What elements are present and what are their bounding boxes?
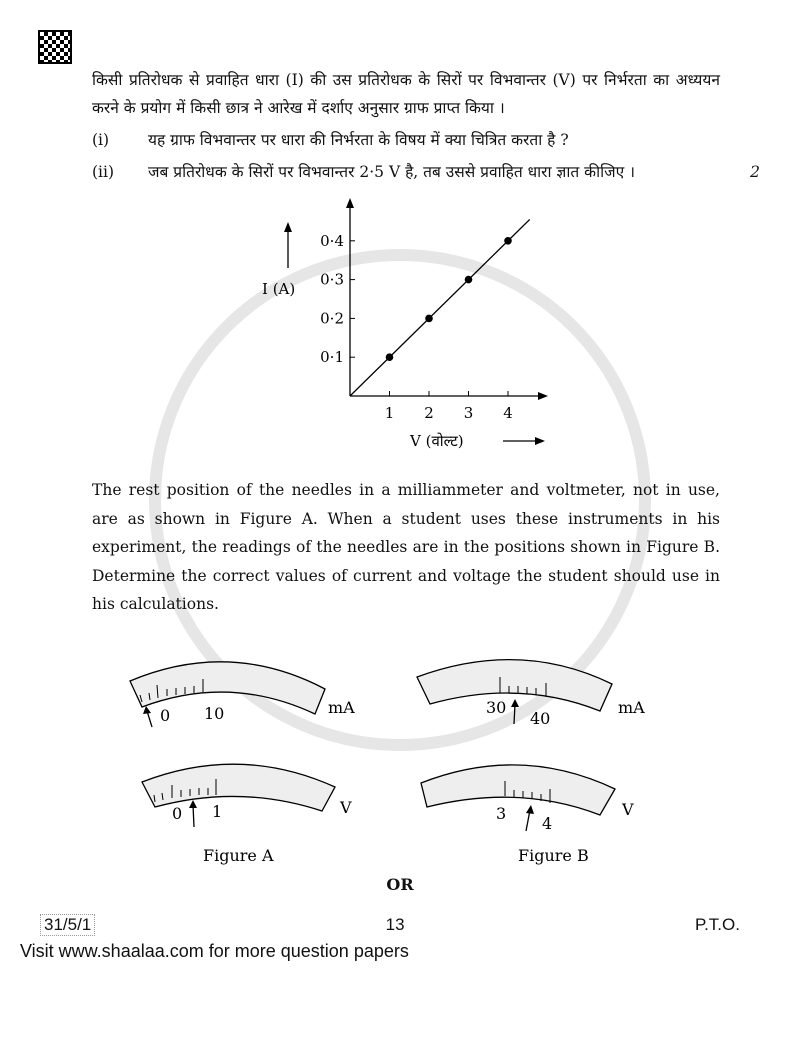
marks: 2 [750, 163, 760, 181]
tick-label: 4 [542, 813, 553, 833]
tick-label: 0 [172, 803, 183, 823]
tick-label: 3 [496, 803, 507, 823]
hindi-line-3: किया । [465, 99, 505, 117]
data-point [504, 237, 512, 245]
y-tick-label: 0·3 [320, 270, 344, 289]
question-i [92, 126, 760, 154]
x-tick-label: 1 [384, 404, 395, 422]
iv-graph [0, 186, 800, 454]
or-separator: OR [386, 874, 414, 894]
x-tick-label: 4 [503, 404, 513, 422]
unit-label: V [340, 797, 352, 817]
q2-label: (ii) [92, 163, 115, 181]
data-point [386, 353, 394, 361]
figure-a-caption: Figure A [203, 845, 274, 865]
visit-link[interactable]: Visit www.shaalaa.com for more question papers [20, 940, 409, 961]
unit-label: mA [328, 697, 355, 717]
question-ii [92, 158, 760, 186]
y-axis-arrow [346, 198, 354, 208]
figure-a-voltmeter [142, 764, 352, 827]
tick-label: 30 [486, 697, 507, 717]
y-tick-label: 0·2 [320, 309, 344, 328]
tick-label: 1 [212, 801, 223, 821]
q1-text: यह ग्राफ विभवान्तर पर धारा की निर्भरता के विषय में क्या चित्रित करता है ? [148, 131, 569, 149]
figure-b-caption: Figure B [518, 845, 589, 865]
meters-block [0, 619, 800, 869]
hindi-line-1: किसी प्रतिरोधक से प्रवाहित धारा (I) की उस प्रतिरोधक के सिरों पर विभवान्तर (V) पर [92, 71, 598, 89]
voltage-arrow-head [535, 437, 545, 445]
page-number: 13 [385, 914, 405, 934]
english-paragraph: The rest position of the needles in a milliammeter and voltmeter, not in use, are as shown in Figure A. When a student uses these instruments in his experiment, the readings of the needles are in the positions shown in Figure B. Determine the correct values of current and voltage the student should use in his calculations. [92, 481, 720, 613]
x-axis-arrow [538, 392, 548, 400]
unit-label: V [622, 799, 634, 819]
hindi-intro [92, 66, 720, 122]
x-label: V (वोल्ट) [410, 432, 464, 450]
pto: P.T.O. [694, 914, 740, 934]
data-point [425, 315, 433, 323]
data-point [465, 276, 473, 284]
x-tick-label: 2 [424, 404, 434, 422]
tick-label: 10 [204, 703, 225, 723]
q2-text-2: कीजिए । [584, 163, 635, 181]
q1-label: (i) [92, 131, 110, 149]
tick-label: 40 [530, 708, 551, 728]
figure-b-milliammeter [417, 659, 645, 727]
paper-code: 31/5/1 [40, 914, 95, 936]
current-arrow-head [284, 222, 292, 232]
tick-label: 0 [160, 705, 171, 725]
y-tick-label: 0·1 [320, 348, 344, 367]
graph-block [0, 186, 800, 454]
meter-figures [0, 619, 800, 869]
q2-text-1: जब प्रतिरोधक के सिरों पर विभवान्तर 2·5 V है, तब उससे प्रवाहित धारा ज्ञात [148, 163, 580, 181]
y-label: I (A) [262, 280, 296, 298]
figure-a-milliammeter [130, 661, 355, 726]
q2-text [148, 158, 720, 186]
data-line [350, 219, 530, 396]
footer [40, 914, 740, 936]
y-tick-label: 0·4 [320, 231, 344, 250]
unit-label: mA [618, 697, 645, 717]
figure-b-voltmeter [421, 764, 634, 832]
x-tick-label: 3 [463, 404, 474, 422]
hindi-line-2: निर्भरता का अध्ययन करने के प्रयोग में किसी छात्र ने आरेख में दर्शाए अनुसार ग्राफ प्राप्त [92, 71, 721, 117]
